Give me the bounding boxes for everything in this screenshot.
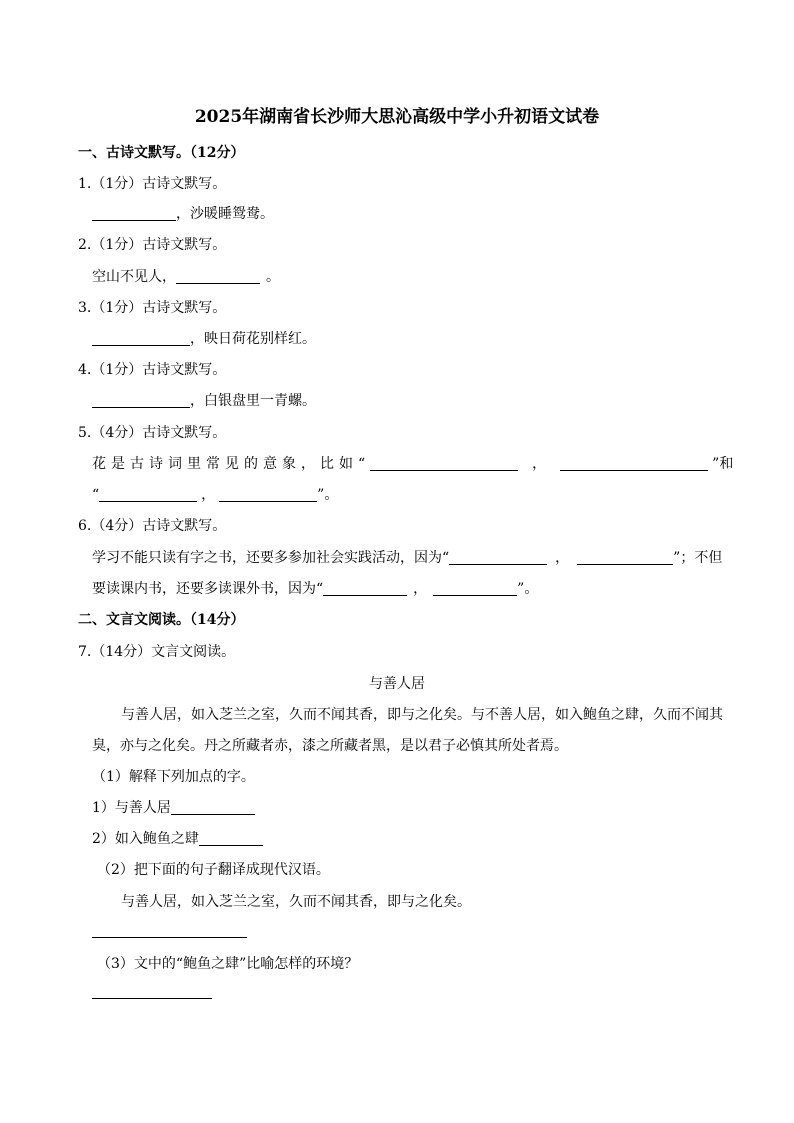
- question-6-line-1: [92, 548, 722, 568]
- question-5-open-quote: “: [92, 487, 100, 503]
- question-6-text-end: ”；不但: [673, 550, 723, 566]
- question-1-text: ，沙暖睡鸳鸯。: [176, 206, 274, 222]
- sub-question-3: （3）文中的“鲍鱼之肆”比喻怎样的环境？: [97, 956, 359, 972]
- question-6-line-2: [92, 579, 538, 599]
- page-title: 2025年湖南省长沙师大思沁高级中学小升初语文试卷: [194, 107, 600, 127]
- answer-blank[interactable]: [449, 549, 547, 565]
- question-5-comma: ，: [532, 456, 547, 472]
- answer-blank[interactable]: [99, 486, 197, 502]
- answer-blank[interactable]: [199, 830, 263, 846]
- question-5-line-2: [92, 485, 338, 505]
- question-3-text: ，映日荷花别样红。: [190, 331, 316, 347]
- question-3-stem: 3.（1分）古诗文默写。: [78, 300, 227, 316]
- question-4-line: [92, 391, 316, 411]
- answer-line[interactable]: [92, 937, 247, 938]
- answer-blank[interactable]: [92, 392, 190, 408]
- answer-line[interactable]: [92, 998, 212, 999]
- answer-blank[interactable]: [560, 455, 708, 471]
- question-1-line: [92, 204, 274, 224]
- question-3-line: [92, 329, 316, 349]
- answer-blank[interactable]: [323, 580, 407, 596]
- answer-blank[interactable]: [171, 799, 255, 815]
- sub-question-1b: [92, 829, 263, 849]
- question-2-text-before: 空山不见人，: [92, 269, 176, 285]
- question-5-text-end: ”和: [712, 456, 734, 472]
- answer-blank[interactable]: [370, 455, 518, 471]
- sub-question-1a-text: 1）与善人居: [92, 800, 171, 816]
- question-6-text-start-2: 要读课内书，还要多读课外书，因为“: [92, 581, 324, 597]
- answer-blank[interactable]: [433, 580, 517, 596]
- question-7-stem: 7.（14分）文言文阅读。: [78, 644, 236, 660]
- question-6-text-start: 学习不能只读有字之书，还要多参加社会实践活动，因为“: [92, 550, 450, 566]
- section-heading-classical: 二、文言文阅读。（14分）: [78, 612, 245, 628]
- question-6-text-end-2: ”。: [517, 581, 539, 597]
- question-5-mid-comma: ，: [201, 487, 216, 503]
- question-5-stem: 5.（4分）古诗文默写。: [78, 425, 227, 441]
- passage-line-2: 臭，亦与之化矣。丹之所藏者赤，漆之所藏者黑，是以君子必慎其所处者焉。: [92, 738, 568, 754]
- section-heading-poetry: 一、古诗文默写。（12分）: [78, 145, 245, 161]
- question-6-stem: 6.（4分）古诗文默写。: [78, 518, 227, 534]
- question-6-comma: ，: [555, 550, 570, 566]
- question-4-text: ，白银盘里一青螺。: [190, 393, 316, 409]
- answer-blank[interactable]: [577, 549, 673, 565]
- question-2-text-after: 。: [266, 269, 280, 285]
- question-5-close-quote: ”。: [317, 487, 339, 503]
- question-2-stem: 2.（1分）古诗文默写。: [78, 237, 227, 253]
- sub-question-1: （1）解释下列加点的字。: [92, 769, 255, 785]
- passage-title: 与善人居: [369, 676, 425, 692]
- question-4-stem: 4.（1分）古诗文默写。: [78, 362, 227, 378]
- answer-blank[interactable]: [176, 268, 260, 284]
- sub-question-1a: [92, 798, 255, 818]
- question-6-comma-2: ，: [413, 581, 428, 597]
- sub-question-1b-text: 2）如入鲍鱼之肆: [92, 831, 199, 847]
- question-5-line-1: [92, 454, 733, 474]
- answer-blank[interactable]: [219, 486, 317, 502]
- question-1-stem: 1.（1分）古诗文默写。: [78, 176, 227, 192]
- answer-blank[interactable]: [92, 205, 176, 221]
- question-5-text-start: 花是古诗词里常见的意象，比如“: [92, 456, 371, 472]
- answer-blank[interactable]: [92, 330, 190, 346]
- question-2-line: [92, 267, 280, 287]
- sub-question-2: （2）把下面的句子翻译成现代汉语。: [97, 862, 330, 878]
- passage-line-1: 与善人居，如入芝兰之室，久而不闻其香，即与之化矣。与不善人居，如入鲍鱼之肆，久而不闻其: [121, 707, 723, 723]
- sub-question-2-sentence: 与善人居，如入芝兰之室，久而不闻其香，即与之化矣。: [121, 894, 471, 910]
